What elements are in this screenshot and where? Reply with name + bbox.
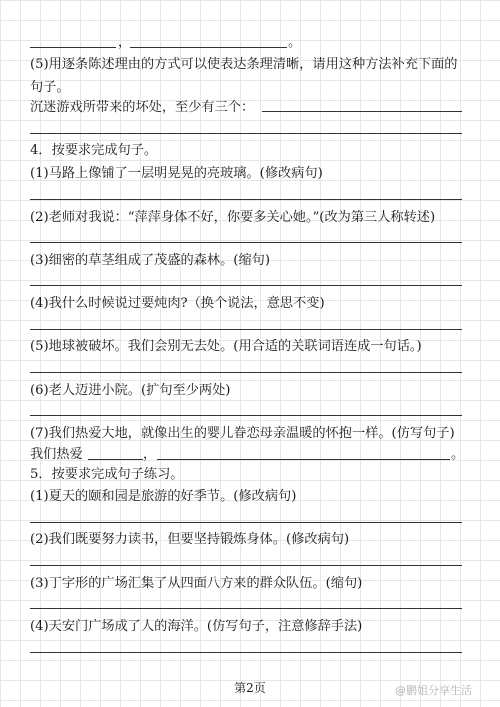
answer-line[interactable] bbox=[130, 47, 287, 48]
answer-line[interactable] bbox=[30, 565, 462, 566]
answer-line[interactable] bbox=[30, 199, 462, 200]
text-line: (2)老师对我说：“萍萍身体不好，你要多关心她。”(改为第三人称转述) bbox=[30, 210, 436, 225]
answer-line[interactable] bbox=[30, 329, 462, 330]
page-number: 第2页 bbox=[234, 681, 266, 695]
text-line: (1)马路上像铺了一层明晃晃的亮玻璃。(修改病句) bbox=[30, 166, 323, 181]
answer-line[interactable] bbox=[30, 652, 462, 653]
text-line: (7)我们热爱大地，就像出生的婴儿眷恋母亲温暖的怀抱一样。(仿写句子) bbox=[30, 426, 455, 441]
answer-line[interactable] bbox=[30, 242, 462, 243]
answer-line[interactable] bbox=[30, 415, 462, 416]
text-line: (3)丁字形的广场汇集了从四面八方来的群众队伍。(缩句) bbox=[30, 576, 363, 591]
answer-line[interactable] bbox=[30, 133, 462, 134]
text-line: 5．按要求完成句子练习。 bbox=[30, 467, 184, 482]
answer-line[interactable] bbox=[88, 459, 143, 460]
text-line: (5)地球被破坏。我们会别无去处。(用合适的关联词语连成一句话。) bbox=[30, 339, 422, 354]
answer-line[interactable] bbox=[262, 111, 462, 112]
answer-line[interactable] bbox=[157, 459, 450, 460]
text-line: 句子。 bbox=[30, 80, 70, 95]
text-line: (1)夏天的颐和园是旅游的好季节。(修改病句) bbox=[30, 489, 297, 504]
text-line: (2)我们既要努力读书，但要坚持锻炼身体。(修改病句) bbox=[30, 532, 350, 547]
text-line: 我们热爱 bbox=[30, 447, 83, 462]
text-line: 沉迷游戏所带来的坏处，至少有三个： bbox=[30, 100, 255, 115]
text-line: (4)天安门广场成了人的海洋。(仿写句子，注意修辞手法) bbox=[30, 619, 363, 634]
punctuation: ， bbox=[143, 447, 157, 462]
punctuation: ， bbox=[118, 35, 132, 50]
answer-line[interactable] bbox=[30, 372, 462, 373]
answer-line[interactable] bbox=[30, 608, 462, 609]
text-line: (3)细密的草茎组成了茂盛的森林。(缩句) bbox=[30, 253, 270, 268]
answer-line[interactable] bbox=[30, 47, 116, 48]
answer-line[interactable] bbox=[30, 522, 462, 523]
text-line: (4)我什么时候说过要炖肉?（换个说法，意思不变) bbox=[30, 296, 325, 311]
text-line: 4．按要求完成句子。 bbox=[30, 143, 158, 158]
watermark: @鹏姐分享生活 bbox=[395, 684, 472, 697]
text-line: (5)用逐条陈述理由的方式可以使表达条理清晰，请用这种方法补充下面的 bbox=[30, 57, 458, 72]
answer-line[interactable] bbox=[30, 285, 462, 286]
text-line: (6)老人迈进小院。(扩句至少两处) bbox=[30, 383, 231, 398]
punctuation: 。 bbox=[451, 447, 465, 462]
punctuation: 。 bbox=[288, 35, 302, 50]
